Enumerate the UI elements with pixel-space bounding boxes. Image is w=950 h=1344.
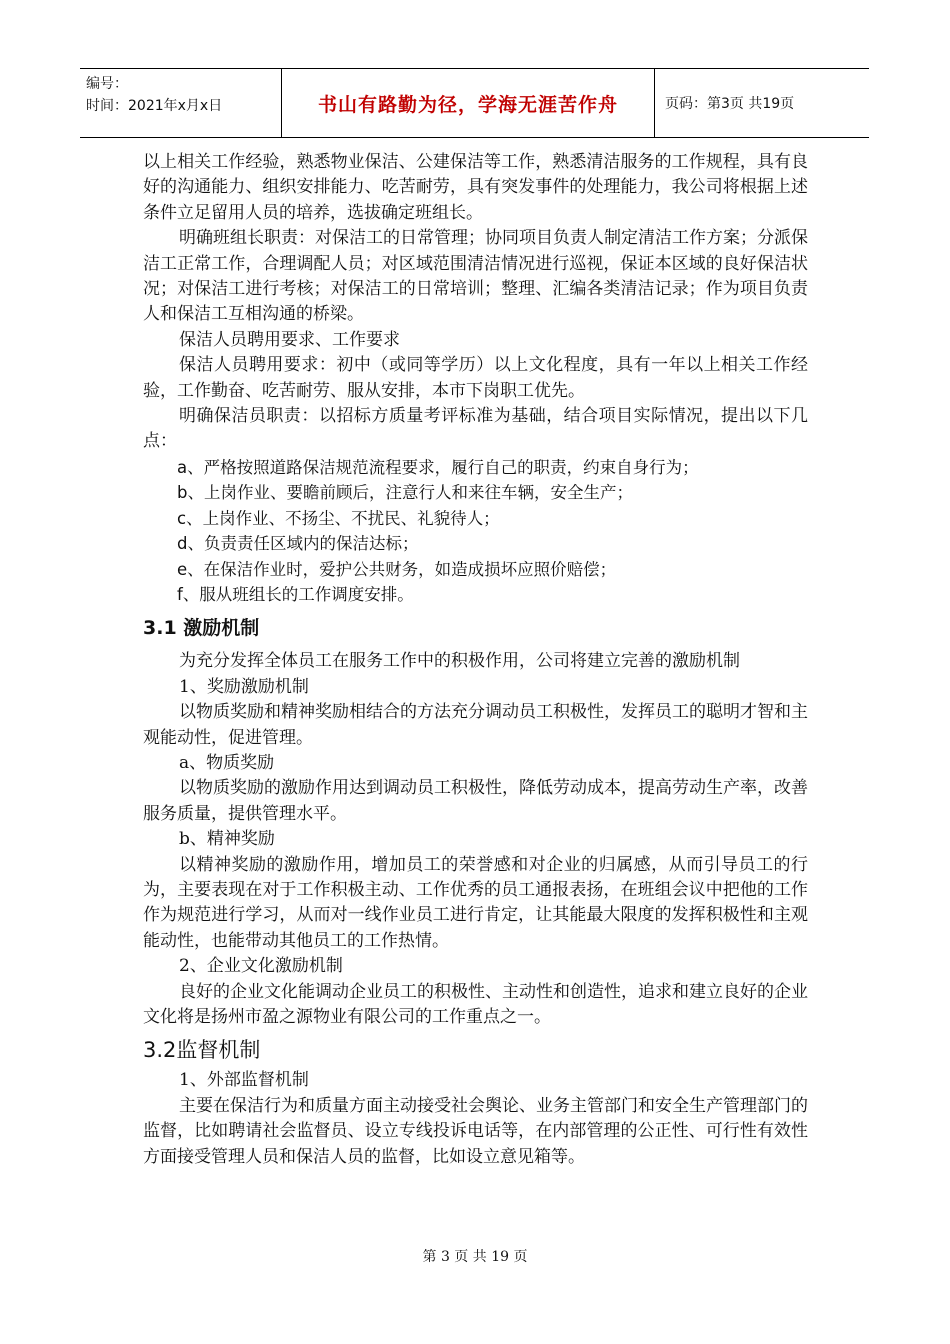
list-item: f、服从班组长的工作调度安排。 <box>177 584 414 604</box>
section-heading-3-1: 3.1 激励机制 <box>143 617 260 640</box>
list-item: b、上岗作业、要瞻前顾后，注意行人和来往车辆，安全生产； <box>177 483 633 503</box>
header-page-info: 页码：第3页 共19页 <box>665 96 795 112</box>
paragraphs-3-2 <box>143 1068 808 1170</box>
page-footer: 第 3 页 共 19 页 <box>422 1249 528 1265</box>
paragraph: 明确班组长职责：对保洁工的日常管理；协同项目负责人制定清洁工作方案；分派保洁工正常工作，合理调配人员；对区域范围清洁情况进行巡视，保证本区域的良好保洁状况；对保洁工进行考核；对保洁工的日常培训；整理、汇编各类清洁记录；作为项目负责人和保洁工互相沟通的桥梁。 <box>143 228 808 325</box>
list-item: a、严格按照道路保洁规范流程要求，履行自己的职责，约束自身行为； <box>177 457 699 477</box>
paragraphs-top <box>143 150 808 607</box>
paragraph: 良好的企业文化能调动企业员工的积极性、主动性和创造性，追求和建立良好的企业文化将是扬州市盈之源物业有限公司的工作重点之一。 <box>143 981 808 1027</box>
paragraph: 明确保洁员职责：以招标方质量考评标准为基础，结合项目实际情况，提出以下几点： <box>143 406 808 452</box>
page-header <box>80 68 869 138</box>
paragraph: 为充分发挥全体员工在服务工作中的积极作用，公司将建立完善的激励机制 <box>179 651 740 672</box>
list-item: d、负责责任区域内的保洁达标； <box>177 534 419 554</box>
header-meta <box>80 69 282 137</box>
date-label: 时间：2021年x月x日 <box>86 98 223 114</box>
document-body <box>143 150 808 1170</box>
paragraph: 主要在保洁行为和质量方面主动接受社会舆论、业务主管部门和安全生产管理部门的监督，比如聘请社会监督员、设立专线投诉电话等，在内部管理的公正性、可行性有效性方面接受管理人员和保洁人员的监督，比如设立意见箱等。 <box>143 1095 808 1167</box>
paragraph: 2、企业文化激励机制 <box>179 956 343 977</box>
list-item: e、在保洁作业时，爱护公共财务，如造成损坏应照价赔偿； <box>177 559 617 579</box>
list-item: c、上岗作业、不扬尘、不扰民、礼貌待人； <box>177 508 500 528</box>
paragraphs-3-1 <box>143 649 808 1030</box>
paragraph: 保洁人员聘用要求、工作要求 <box>179 329 400 350</box>
paragraph: 1、奖励激励机制 <box>179 676 309 697</box>
paragraph: 以上相关工作经验，熟悉物业保洁、公建保洁等工作，熟悉清洁服务的工作规程，具有良好的沟通能力、组织安排能力、吃苦耐劳，具有突发事件的处理能力，我公司将根据上述条件立足留用人员的培养，选拔确定班组长。 <box>143 152 808 223</box>
header-motto: 书山有路勤为径，学海无涯苦作舟 <box>282 69 655 137</box>
paragraph: b、精神奖励 <box>179 829 275 850</box>
paragraph: 以物质奖励和精神奖励相结合的方法充分调动员工积极性，发挥员工的聪明才智和主观能动性，促进管理。 <box>143 702 808 748</box>
paragraph: a、物质奖励 <box>179 752 275 773</box>
section-heading-3-2: 3.2监督机制 <box>143 1038 261 1063</box>
paragraph: 以精神奖励的激励作用，增加员工的荣誉感和对企业的归属感，从而引导员工的行为，主要表现在对于工作积极主动、工作优秀的员工通报表扬，在班组会议中把他的工作作为规范进行学习，从而对一线作业员工进行肯定，让其能最大限度的发挥积极性和主观能动性，也能带动其他员工的工作热情。 <box>143 854 808 951</box>
paragraph: 保洁人员聘用要求：初中（或同等学历）以上文化程度，具有一年以上相关工作经验，工作勤奋、吃苦耐劳、服从安排，本市下岗职工优先。 <box>143 355 808 401</box>
number-label: 编号： <box>86 76 128 92</box>
paragraph: 1、外部监督机制 <box>179 1070 309 1091</box>
paragraph: 以物质奖励的激励作用达到调动员工积极性，降低劳动成本，提高劳动生产率，改善服务质量，提供管理水平。 <box>143 778 808 824</box>
